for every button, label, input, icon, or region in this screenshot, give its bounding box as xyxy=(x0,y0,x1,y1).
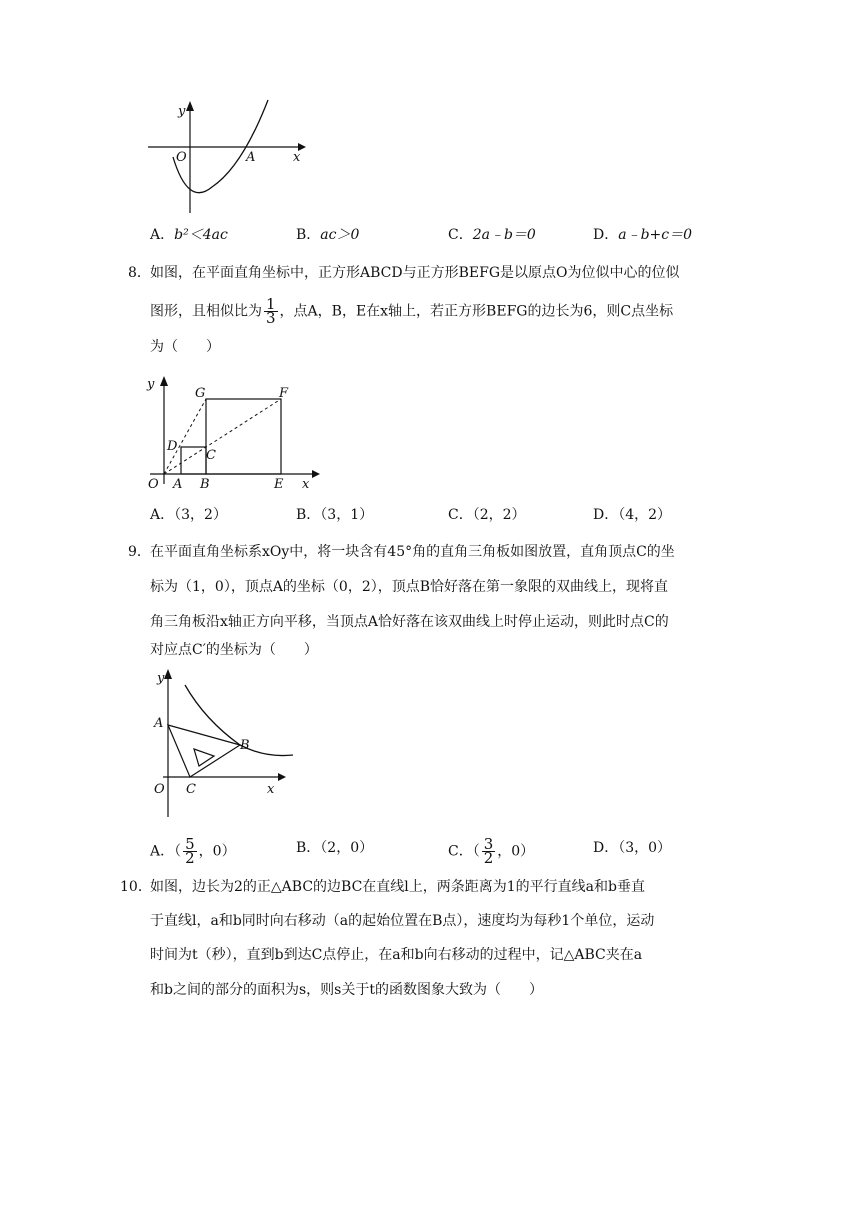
q8-label-a: A xyxy=(173,477,183,492)
q8-option-b[interactable] xyxy=(296,505,373,525)
q8-option-b-text: （3，1） xyxy=(320,507,374,523)
q8-label-b: B xyxy=(200,477,210,492)
q8-option-c[interactable] xyxy=(448,505,526,525)
q9-option-c-label: C． xyxy=(448,843,473,860)
q8-option-d-text: （4，2） xyxy=(618,507,672,523)
q8-label-c: C xyxy=(206,448,216,463)
q9-option-c-denominator: 2 xyxy=(483,849,494,867)
q9-label-o: O xyxy=(154,782,165,797)
q7-y-arrow xyxy=(186,101,194,111)
q8-square-bcfg xyxy=(206,399,281,474)
q7-option-a[interactable] xyxy=(150,225,228,245)
q7-parabola-figure xyxy=(140,95,310,220)
q9-label-b: B xyxy=(240,738,250,753)
q9-option-c-numerator: 3 xyxy=(483,835,494,853)
q9-option-b-label: B． xyxy=(296,840,321,856)
q7-option-b-text: ac＞0 xyxy=(320,227,360,243)
q7-option-d[interactable] xyxy=(593,225,692,245)
q8-x-arrow xyxy=(312,470,320,478)
q9-y-arrow xyxy=(164,669,172,679)
q10-line-1: 如图，边长为2的正△ABC的边BC在直线l上，两条距离为1的平行直线a和b垂直 xyxy=(150,879,645,895)
q8-line-2-post: ，点A，B，E在x轴上，若正方形BEFG的边长为6，则C点坐标 xyxy=(279,303,674,320)
q7-label-y: y xyxy=(178,104,186,119)
q8-label-g: G xyxy=(195,386,206,401)
q7-option-c-text: 2a﹣b＝0 xyxy=(472,227,536,243)
q9-x-arrow xyxy=(278,773,286,781)
q8-label-x: x xyxy=(302,477,310,492)
q9-option-d-text: （3，0） xyxy=(618,840,672,856)
q9-option-c-fraction xyxy=(482,835,496,867)
q8-ratio-numerator: 1 xyxy=(266,295,276,313)
q9-line-4: 对应点C′的坐标为（ ） xyxy=(150,642,318,658)
q7-option-c-label: C． xyxy=(448,227,473,243)
q9-option-a-denominator: 2 xyxy=(185,849,195,867)
q9-line-2: 标为（1，0），顶点A的坐标（0，2），顶点B恰好落在第一象限的双曲线上，现将直 xyxy=(150,579,669,595)
q9-option-a-fraction xyxy=(183,835,197,867)
q8-label-o: O xyxy=(148,477,159,492)
q8-y-arrow xyxy=(160,376,168,386)
q9-label-a: A xyxy=(154,716,164,731)
q9-option-b[interactable] xyxy=(296,838,373,858)
q9-option-a-pre: （ xyxy=(174,843,182,860)
q9-option-c-pre: （ xyxy=(472,843,480,860)
q9-option-c[interactable] xyxy=(448,835,535,867)
q9-line-1: 在平面直角坐标系xOy中，将一块含有45°角的直角三角板如图放置，直角顶点C的坐 xyxy=(150,544,675,560)
q9-option-b-text: （2，0） xyxy=(320,840,374,856)
q8-label-d: D xyxy=(167,439,178,454)
q7-label-x: x xyxy=(293,150,301,165)
q7-option-b-label: B． xyxy=(296,227,321,243)
q8-option-a[interactable] xyxy=(150,505,227,525)
q9-label-y: y xyxy=(157,671,165,686)
q10-line-4: 和b之间的部分的面积为s，则s关于t的函数图象大致为（ ） xyxy=(150,982,543,998)
q8-ratio-denominator: 3 xyxy=(266,309,276,327)
q8-option-b-label: B． xyxy=(296,507,321,523)
q8-line-2 xyxy=(150,295,674,327)
q7-option-b[interactable] xyxy=(296,225,359,245)
q9-number: 9． xyxy=(128,544,151,560)
q8-line-2-pre: 图形，且相似比为 xyxy=(150,303,262,320)
q8-ratio-fraction xyxy=(264,295,278,327)
q7-parabola-curve xyxy=(173,100,268,193)
q8-option-a-text: （3，2） xyxy=(174,507,227,523)
q8-label-e: E xyxy=(274,477,284,492)
q9-line-3: 角三角板沿x轴正方向平移，当顶点A恰好落在该双曲线上时停止运动，则此时点C的 xyxy=(150,614,669,630)
q7-option-a-label: A． xyxy=(150,227,175,243)
q8-line-1: 如图，在平面直角坐标中，正方形ABCD与正方形BEFG是以原点O为位似中心的位似 xyxy=(150,265,680,281)
q8-option-c-text: （2，2） xyxy=(472,507,526,523)
q9-option-a-post: ，0） xyxy=(198,843,236,860)
q9-option-c-post: ，0） xyxy=(497,843,535,860)
q7-option-c[interactable] xyxy=(448,225,536,245)
q9-option-a[interactable] xyxy=(150,835,236,867)
q8-label-y: y xyxy=(147,377,155,392)
q10-line-2: 于直线l，a和b同时向右移动（a的起始位置在B点），速度均为每秒1个单位，运动 xyxy=(150,913,655,929)
q9-option-d[interactable] xyxy=(593,838,671,858)
q10-number: 10． xyxy=(120,879,152,895)
q9-hyperbola-figure xyxy=(145,665,305,825)
q8-option-d[interactable] xyxy=(593,505,671,525)
q8-squares-figure xyxy=(140,372,325,494)
q8-line-3: 为（ ） xyxy=(150,339,220,355)
q9-option-d-label: D． xyxy=(593,840,619,856)
q9-option-a-numerator: 5 xyxy=(185,835,195,853)
q9-option-a-label: A． xyxy=(150,843,175,860)
q9-label-c: C xyxy=(186,782,196,797)
q9-triangle-abc xyxy=(168,725,240,777)
q7-option-d-label: D． xyxy=(593,227,619,243)
q7-label-o: O xyxy=(176,150,187,165)
q8-option-c-label: C． xyxy=(448,507,473,523)
q9-label-x: x xyxy=(267,782,275,797)
q7-option-a-text: b²＜4ac xyxy=(174,227,228,243)
q7-option-d-text: a﹣b+c＝0 xyxy=(618,227,693,243)
q7-label-a: A xyxy=(246,150,256,165)
q10-line-3: 时间为t（秒），直到b到达C点停止，在a和b向右移动的过程中，记△ABC夹在a xyxy=(150,947,643,963)
q8-number: 8． xyxy=(128,265,151,281)
q8-label-f: F xyxy=(279,386,289,401)
q8-option-d-label: D． xyxy=(593,507,619,523)
q8-dashed-of xyxy=(164,399,281,474)
q8-option-a-label: A． xyxy=(150,507,175,523)
q8-dashed-og xyxy=(164,399,206,474)
